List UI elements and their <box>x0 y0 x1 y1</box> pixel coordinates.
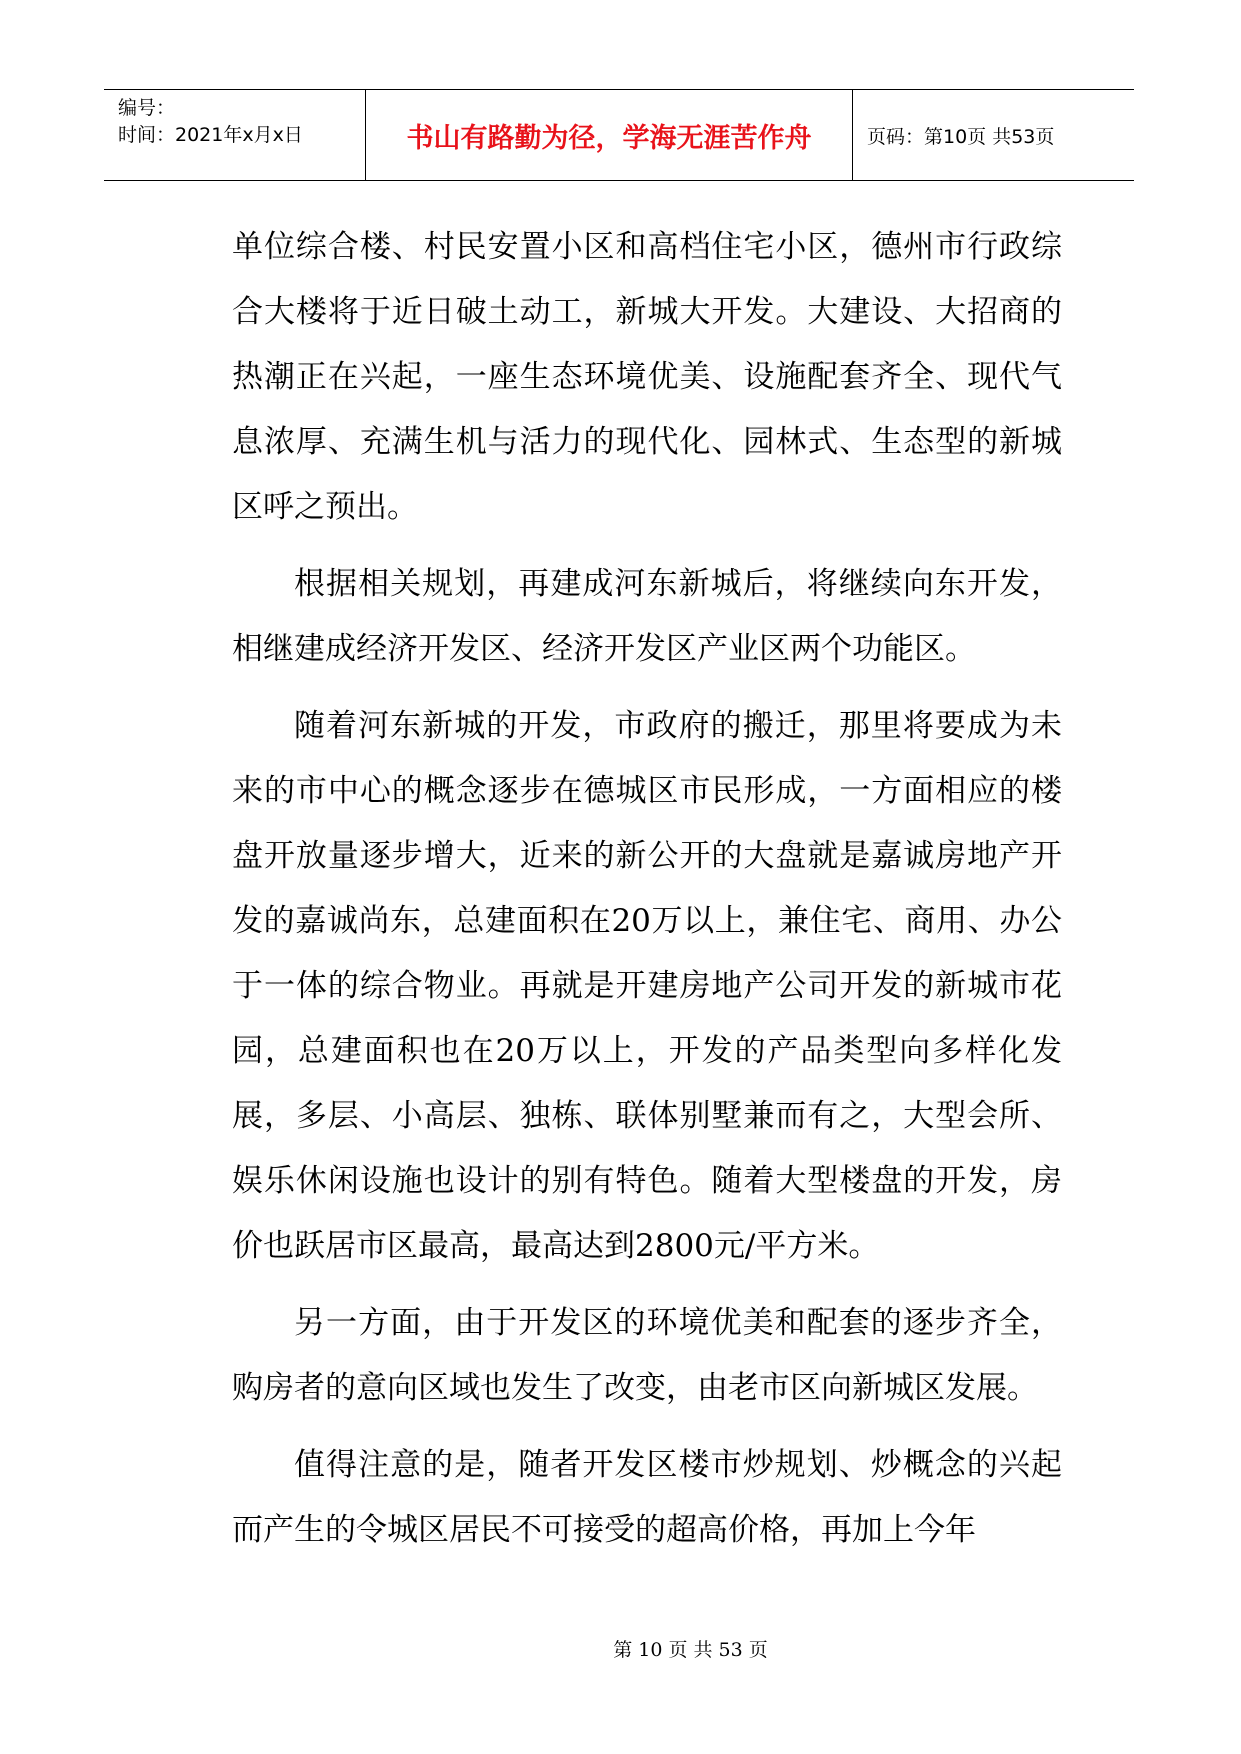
header-page-code <box>853 90 1134 180</box>
page-footer <box>0 1635 1241 1662</box>
footer-page-number: 第 10 页 共 53 页 <box>613 1639 768 1661</box>
paragraph: 根据相关规划，再建成河东新城后，将继续向东开发，相继建成经济开发区、经济开发区产业区两个功能区。 <box>232 566 1062 667</box>
document-body <box>232 215 1062 1575</box>
document-date: 时间：2021年x月x日 <box>118 124 303 146</box>
header-motto: 书山有路勤为径，学海无涯苦作舟 <box>406 122 812 154</box>
header-motto-cell <box>366 90 853 180</box>
page-code-text: 页码：第10页 共53页 <box>867 125 1055 148</box>
document-number-label: 编号： <box>118 97 176 119</box>
header-meta <box>104 90 366 180</box>
page-header <box>104 89 1134 181</box>
paragraph: 单位综合楼、村民安置小区和高档住宅小区，德州市行政综合大楼将于近日破土动工，新城大开发。大建设、大招商的热潮正在兴起，一座生态环境优美、设施配套齐全、现代气息浓厚、充满生机与活力的现代化、园林式、生态型的新城区呼之预出。 <box>232 229 1062 525</box>
paragraph: 另一方面，由于开发区的环境优美和配套的逐步齐全，购房者的意向区域也发生了改变，由老市区向新城区发展。 <box>232 1305 1062 1406</box>
paragraph: 随着河东新城的开发，市政府的搬迁，那里将要成为未来的市中心的概念逐步在德城区市民形成，一方面相应的楼盘开放量逐步增大，近来的新公开的大盘就是嘉诚房地产开发的嘉诚尚东，总建面积在20万以上，兼住宅、商用、办公于一体的综合物业。再就是开建房地产公司开发的新城市花园，总建面积也在20万以上，开发的产品类型向多样化发展，多层、小高层、独栋、联体别墅兼而有之，大型会所、娱乐休闲设施也设计的别有特色。随着大型楼盘的开发，房价也跃居市区最高，最高达到2800元/平方米。 <box>232 708 1062 1264</box>
paragraph: 值得注意的是，随者开发区楼市炒规划、炒概念的兴起而产生的令城区居民不可接受的超高价格，再加上今年 <box>232 1447 1062 1548</box>
